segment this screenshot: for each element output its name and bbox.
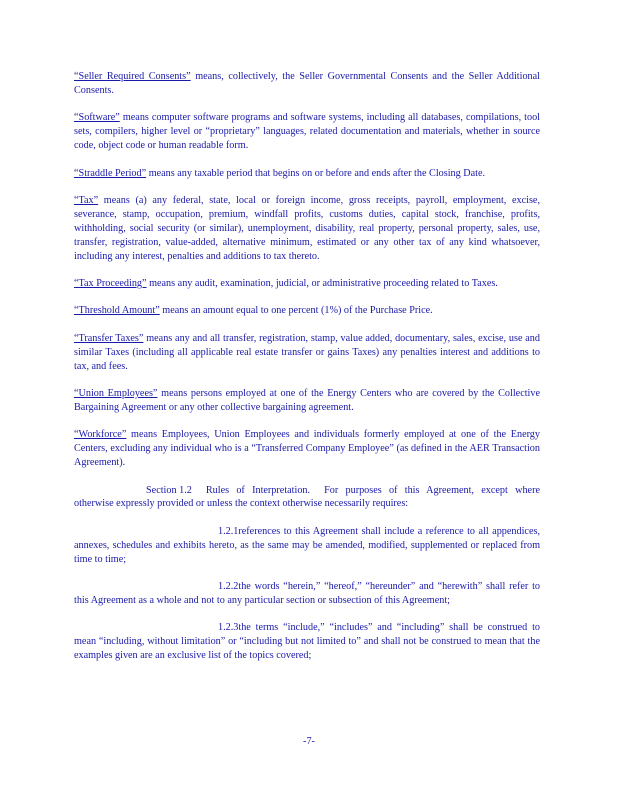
definition-tax <box>74 194 540 264</box>
document-page <box>74 70 540 677</box>
definition-text: means any audit, examination, judicial, or administrative proceeding related to Taxes. <box>146 277 498 289</box>
definition-union-employees <box>74 387 540 415</box>
defined-term: “Workforce” <box>74 429 127 441</box>
defined-term: “Threshold Amount” <box>74 305 160 317</box>
defined-term: “Transfer Taxes” <box>74 332 144 344</box>
definition-text: means an amount equal to one percent (1%) of the Purchase Price. <box>159 305 433 317</box>
subsection-number: 1.2.2 <box>218 581 239 593</box>
subsection-text: references to this Agreement shall include a reference to all appendices, annexes, schedules and exhibits hereto, as the same may be amended, modified, supplemented or replaced from time to time; <box>74 525 540 565</box>
section-1-2 <box>74 484 540 512</box>
definition-seller-required-consents <box>74 70 540 98</box>
definition-text: means Employees, Union Employees and individuals formerly employed at one of the Energy Centers, excluding any individual who is a “Transferred Company Employee” (as defined in the AER Transaction Agreement). <box>74 429 540 469</box>
subsection-number: 1.2.1 <box>218 525 239 537</box>
defined-term: “Tax” <box>74 194 99 206</box>
definition-straddle-period <box>74 167 540 181</box>
definition-text: means (a) any federal, state, local or foreign income, gross receipts, payroll, employment, excise, severance, stamp, occupation, premium, windfall profits, customs duties, capital stock, franchise, profits, withholding, social security (or similar), unemployment, disability, real property, personal property, sales, use, transfer, registration, value-added, alternative minimum, estimated or any other tax of any kind whatsoever, including any interest, penalties and additions to tax thereto. <box>74 194 540 262</box>
section-text: For purposes of this Agreement, except where otherwise expressly provided or unless the context otherwise necessarily requires: <box>74 484 540 510</box>
definition-text: means computer software programs and software systems, including all databases, compilations, tool sets, compilers, higher level or “proprietary” languages, related documentation and materials, whether in source code, object code or human readable form. <box>74 112 540 152</box>
subsection-number: 1.2.3 <box>218 622 239 634</box>
definition-text: means persons employed at one of the Energy Centers who are covered by the Collective Bargaining Agreement or any other collective bargaining agreement. <box>74 388 540 413</box>
subsection-1-2-2 <box>74 580 540 608</box>
section-number: Section 1.2 <box>146 484 192 496</box>
page-number: -7- <box>303 736 315 747</box>
defined-term: “Seller Required Consents” <box>74 71 191 82</box>
definition-transfer-taxes <box>74 332 540 374</box>
definition-software <box>74 111 540 153</box>
definition-threshold-amount <box>74 304 540 318</box>
definition-workforce <box>74 428 540 470</box>
definition-text: means, collectively, the Seller Governmental Consents and the Seller Additional Consents. <box>74 71 541 96</box>
definition-tax-proceeding <box>74 277 540 291</box>
subsection-1-2-3 <box>74 621 540 663</box>
section-heading: Rules of Interpretation. <box>205 484 311 496</box>
defined-term: “Union Employees” <box>74 388 158 399</box>
defined-term: “Software” <box>74 112 120 124</box>
defined-term: “Straddle Period” <box>74 167 147 179</box>
definition-text: means any and all transfer, registration, stamp, value added, documentary, sales, excise, use and similar Taxes (including all applicable real estate transfer or gains Taxes) any penalties interest and additions to tax, and fees. <box>74 332 540 372</box>
subsection-text: the words “herein,” “hereof,” “hereunder” and “herewith” shall refer to this Agreement as a whole and not to any particular section or subsection of this Agreement; <box>74 581 540 606</box>
subsection-1-2-1 <box>74 525 540 567</box>
defined-term: “Tax Proceeding” <box>74 277 147 289</box>
subsection-text: the terms “include,” “includes” and “including” shall be construed to mean “including, without limitation” or “including but not limited to” and shall not be construed to mean that the examples given are an exclusive list of the topics covered; <box>74 622 540 662</box>
definition-text: means any taxable period that begins on or before and ends after the Closing Date. <box>146 167 486 179</box>
